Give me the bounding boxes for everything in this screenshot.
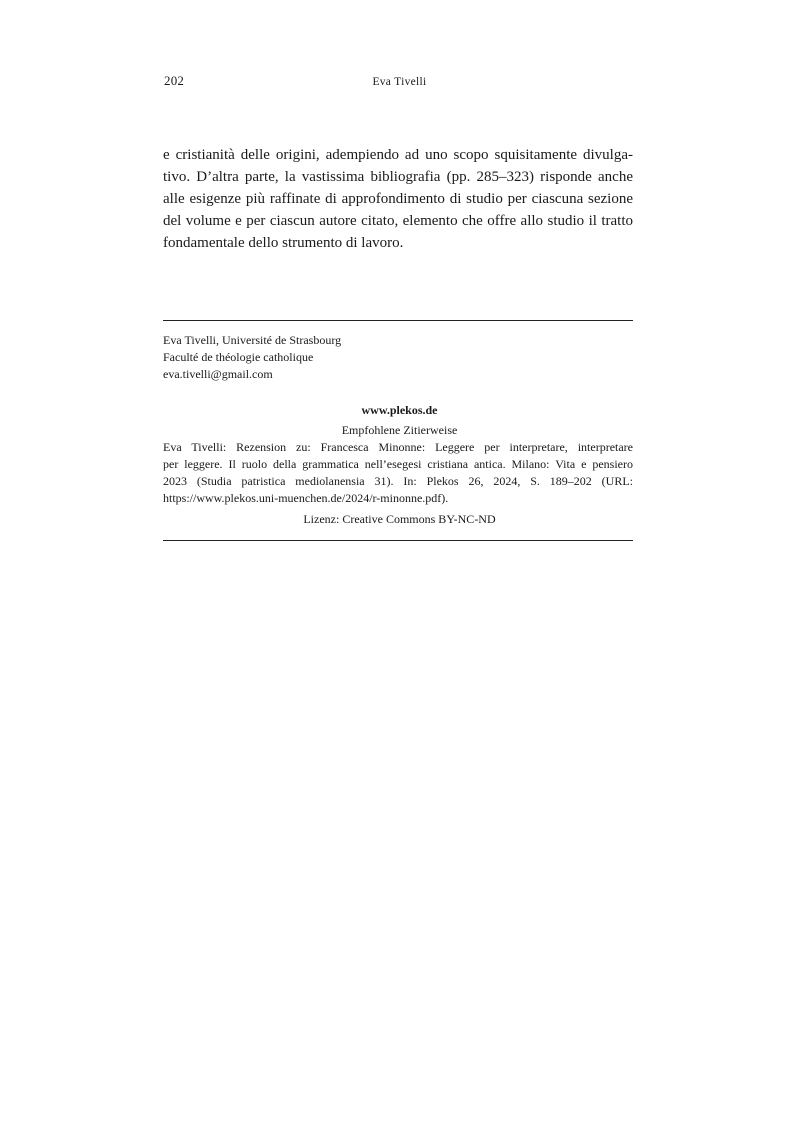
body-line: e cristianità delle origini, adempiendo ad uno scopo squisitamente divulga- [163,147,633,163]
body-line: fondamentale dello strumento di lavoro. [163,235,404,251]
citation-text [163,439,633,507]
running-head: Eva Tivelli [372,76,427,88]
page-number: 202 [164,73,185,88]
license-text: Lizenz: Creative Commons BY-NC-ND [303,512,496,526]
author-name-university: Eva Tivelli, Université de Strasbourg [163,333,342,347]
author-faculty: Faculté de théologie catholique [163,350,314,364]
body-paragraph [163,144,633,254]
body-line: del volume e per ciascun autore citato, elemento che offre allo studio il tratto [163,213,633,229]
author-email: eva.tivelli@gmail.com [163,367,273,381]
citation-line: 2023 (Studia patristica mediolanensia 31). In: Plekos 26, 2024, S. 189–202 (URL: [163,474,633,488]
top-divider [163,320,633,321]
author-affiliation [163,332,341,383]
citation-line: https://www.plekos.uni-muenchen.de/2024/r-minonne.pdf). [163,491,449,505]
citation-heading: Empfohlene Zitierweise [341,423,458,437]
citation-line: per leggere. Il ruolo della grammatica nell’esegesi cristiana antica. Milano: Vita e pensiero [163,457,633,471]
body-line: tivo. D’altra parte, la vastissima bibliografia (pp. 285–323) risponde anche [163,169,633,185]
citation-line: Eva Tivelli: Rezension zu: Francesca Minonne: Leggere per interpretare, interpretare [163,440,633,454]
bottom-divider [163,540,633,541]
site-link: www.plekos.de [361,403,438,417]
body-line: alle esigenze più raffinate di approfondimento di studio per ciascuna sezione [163,191,633,207]
